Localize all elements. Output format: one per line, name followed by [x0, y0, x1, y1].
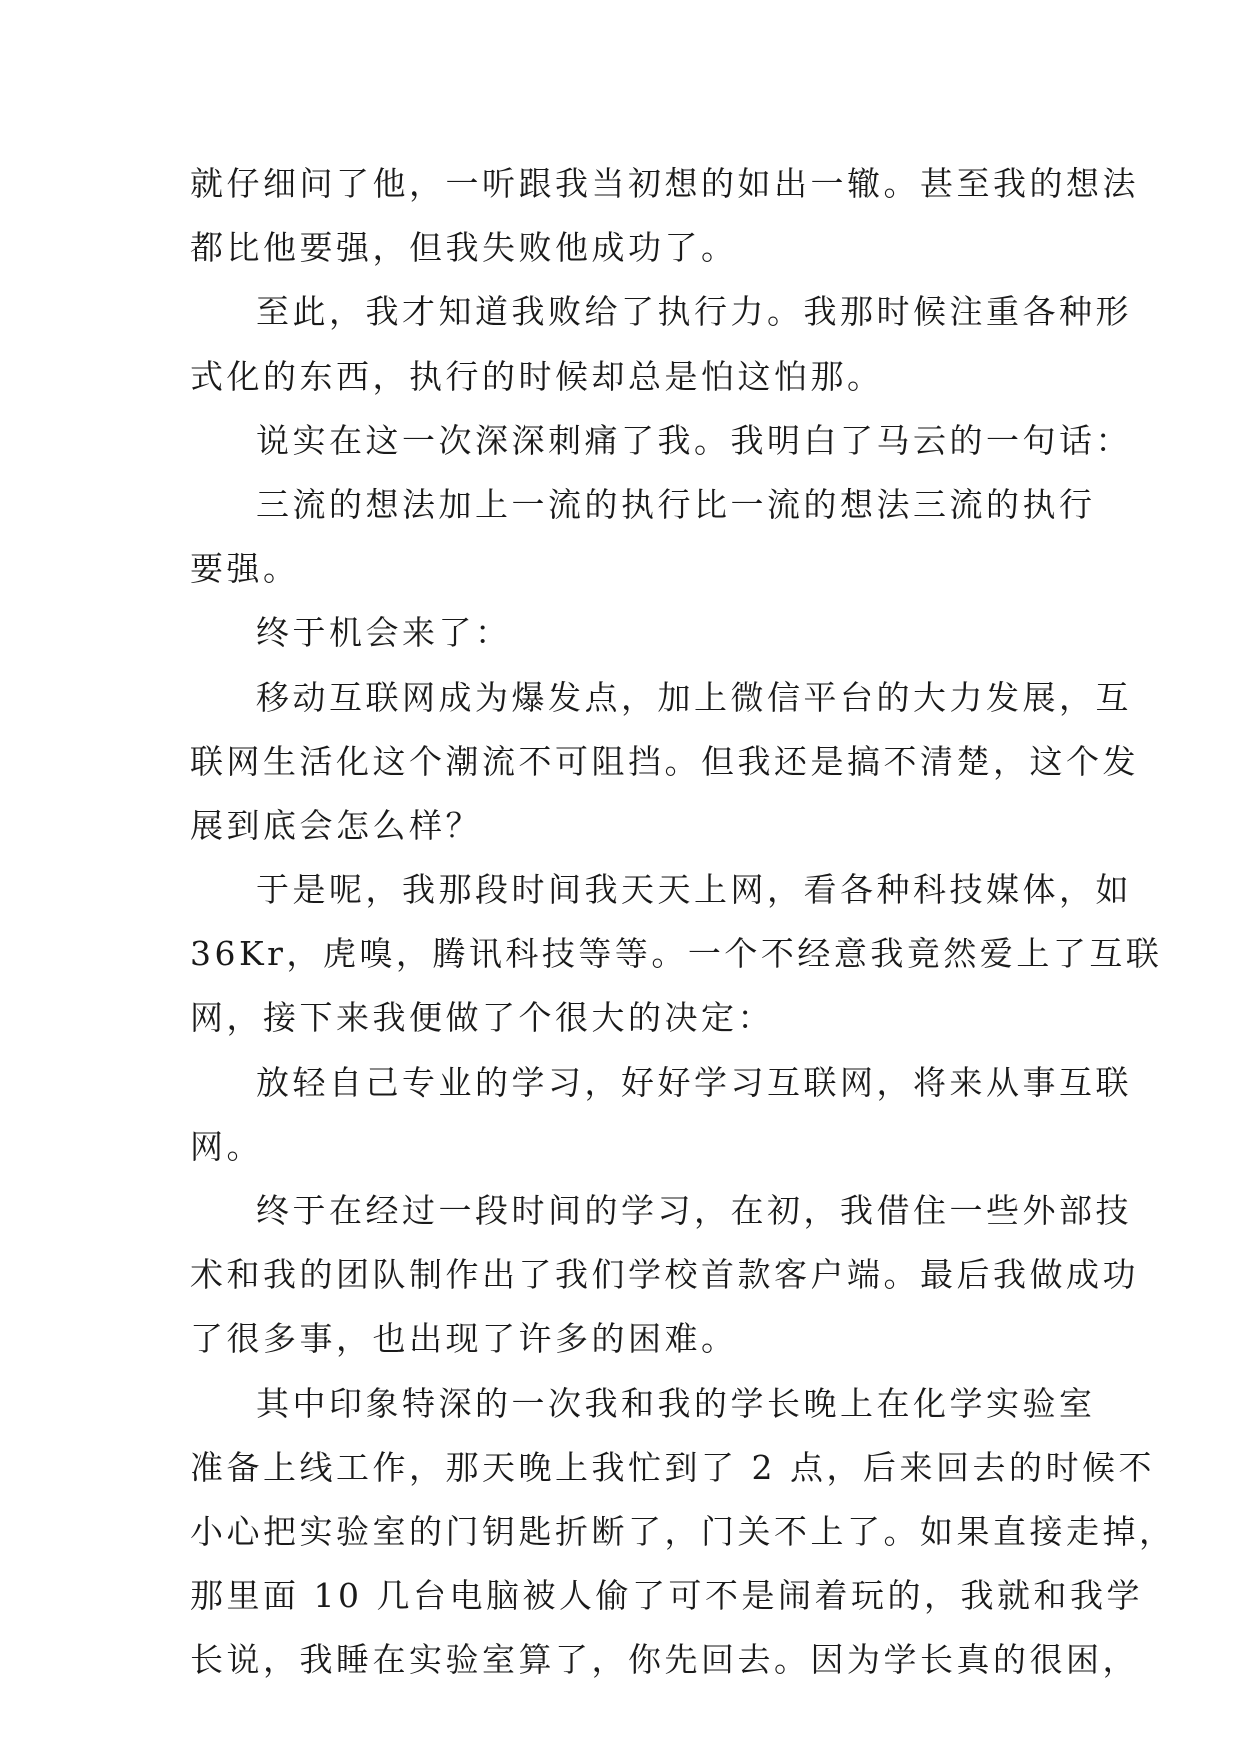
text-line: 都比他要强，但我失败他成功了。 [190, 228, 738, 268]
text-line: 于是呢，我那段时间我天天上网，看各种科技媒体，如 [256, 870, 1132, 910]
text-line: 小心把实验室的门钥匙折断了，门关不上了。如果直接走掉， [190, 1511, 1176, 1551]
text-line: 36Kr，虎嗅，腾讯科技等等。一个不经意我竟然爱上了互联 [190, 934, 1163, 974]
text-line: 说实在这一次深深刺痛了我。我明白了马云的一句话： [256, 420, 1132, 460]
text-line: 其中印象特深的一次我和我的学长晚上在化学实验室 [256, 1383, 1096, 1423]
text-line: 那里面 10 几台电脑被人偷了可不是闹着玩的，我就和我学 [190, 1576, 1143, 1616]
text-line: 术和我的团队制作出了我们学校首款客户端。最后我做成功 [190, 1255, 1139, 1295]
text-line: 移动互联网成为爆发点，加上微信平台的大力发展，互 [256, 677, 1132, 717]
text-line: 准备上线工作，那天晚上我忙到了 2 点，后来回去的时候不 [190, 1447, 1155, 1487]
text-line: 网，接下来我便做了个很大的决定： [190, 998, 774, 1038]
text-line: 放轻自己专业的学习，好好学习互联网，将来从事互联 [256, 1062, 1132, 1102]
text-line: 三流的想法加上一流的执行比一流的想法三流的执行 [256, 484, 1096, 524]
text-line: 式化的东西，执行的时候却总是怕这怕那。 [190, 356, 884, 396]
text-line: 终于机会来了： [256, 613, 512, 653]
text-line: 了很多事，也出现了许多的困难。 [190, 1319, 738, 1359]
text-line: 就仔细问了他，一听跟我当初想的如出一辙。甚至我的想法 [190, 164, 1139, 203]
text-line: 网。 [190, 1126, 263, 1166]
body-text [190, 152, 1176, 1693]
text-line: 终于在经过一段时间的学习，在初，我借住一些外部技 [256, 1191, 1132, 1230]
text-line: 联网生活化这个潮流不可阻挡。但我还是搞不清楚，这个发 [190, 741, 1139, 781]
text-line: 长说，我睡在实验室算了，你先回去。因为学长真的很困， [190, 1640, 1139, 1680]
text-line: 要强。 [190, 549, 300, 589]
text-line: 展到底会怎么样？ [190, 805, 482, 845]
text-line: 至此，我才知道我败给了执行力。我那时候注重各种形 [256, 292, 1132, 332]
